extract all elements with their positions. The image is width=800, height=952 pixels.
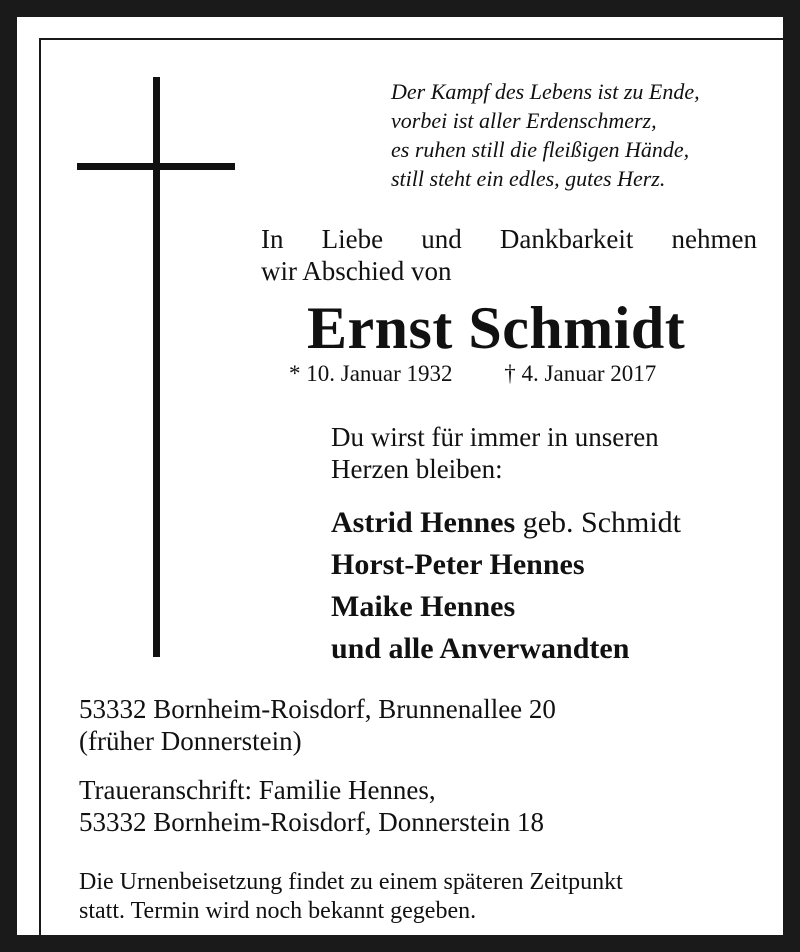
intro-word: Liebe	[321, 224, 384, 254]
birth-date: * 10. Januar 1932	[289, 361, 453, 386]
poem-line: vorbei ist aller Erdenschmerz,	[391, 108, 657, 133]
mourner-name: und alle Anverwandten	[331, 632, 630, 665]
farewell-line: Herzen bleiben:	[331, 454, 503, 484]
burial-notice	[79, 868, 623, 926]
intro-word: nehmen	[671, 224, 757, 254]
intro-word: Dankbarkeit	[499, 224, 634, 254]
intro-line-2: wir Abschied von	[261, 256, 452, 286]
mourner	[331, 586, 681, 628]
mourner-name: Horst-Peter Hennes	[331, 548, 585, 581]
mourning-address-line: 53332 Bornheim-Roisdorf, Donnerstein 18	[79, 807, 544, 837]
intro-text	[261, 223, 757, 287]
intro-line-1	[261, 223, 757, 255]
death-date: † 4. Januar 2017	[504, 361, 657, 386]
address-line: (früher Donnerstein)	[79, 726, 302, 756]
mourner	[331, 628, 681, 670]
life-dates	[289, 360, 656, 388]
mourner-name: Maike Hennes	[331, 590, 516, 623]
notice-line: statt. Termin wird noch bekannt gegeben.	[79, 898, 477, 924]
mourning-address-line: Traueranschrift: Familie Hennes,	[79, 775, 436, 805]
address-line: 53332 Bornheim-Roisdorf, Brunnenallee 20	[79, 694, 556, 724]
intro-word: und	[421, 224, 462, 254]
deceased-name: Ernst Schmidt	[307, 295, 686, 361]
poem-line: still steht ein edles, gutes Herz.	[391, 166, 666, 191]
notice-line: Die Urnenbeisetzung findet zu einem späteren Zeitpunkt	[79, 869, 623, 895]
mourner-name: Astrid Hennes	[331, 506, 516, 539]
mourner	[331, 502, 681, 544]
mourner	[331, 544, 681, 586]
poem	[391, 77, 771, 193]
mourning-address	[79, 774, 544, 838]
mourners-list	[331, 502, 681, 670]
poem-line: es ruhen still die fleißigen Hände,	[391, 137, 690, 162]
poem-line: Der Kampf des Lebens ist zu Ende,	[391, 79, 700, 104]
farewell-text	[331, 421, 659, 485]
intro-word: In	[261, 224, 284, 254]
cross-horizontal-bar	[77, 163, 235, 170]
residence-address	[79, 693, 556, 757]
farewell-line: Du wirst für immer in unseren	[331, 422, 659, 452]
mourner-suffix: geb. Schmidt	[515, 506, 682, 539]
